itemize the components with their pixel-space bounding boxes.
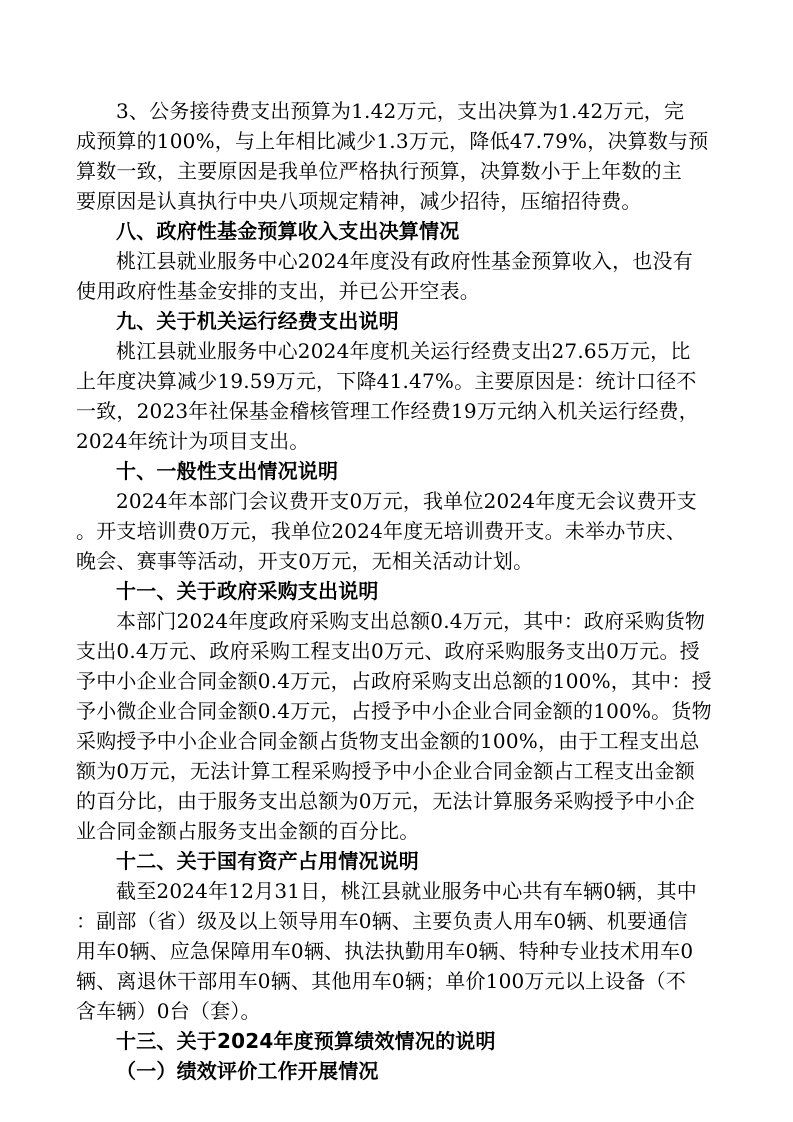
paragraph-line: 辆、离退休干部用车0辆、其他用车0辆；单价100万元以上设备（不 <box>76 969 687 993</box>
section-heading: 十三、关于2024年度预算绩效情况的说明 <box>116 1029 496 1053</box>
paragraph-line: 额为0万元，无法计算工程采购授予中小企业合同金额占工程支出金额 <box>76 759 695 783</box>
paragraph-line: 截至2024年12月31日，桃江县就业服务中心共有车辆0辆，其中 <box>116 879 697 903</box>
section-heading: 十二、关于国有资产占用情况说明 <box>116 849 419 873</box>
paragraph-line: ：副部（省）级及以上领导用车0辆、主要负责人用车0辆、机要通信 <box>76 909 688 933</box>
paragraph-line: 予中小企业合同金额0.4万元，占政府采购支出总额的100%，其中：授 <box>76 669 712 693</box>
paragraph-line: 用车0辆、应急保障用车0辆、执法执勤用车0辆、特种专业技术用车0 <box>76 939 694 963</box>
paragraph-line: 一致，2023年社保基金稽核管理工作经费19万元纳入机关运行经费， <box>76 399 699 423</box>
section-heading: 十、一般性支出情况说明 <box>116 459 339 483</box>
paragraph-line: 予小微企业合同金额0.4万元，占授予中小企业合同金额的100%。货物 <box>76 699 712 723</box>
paragraph-line: 的百分比，由于服务支出总额为0万元，无法计算服务采购授予中小企 <box>76 789 695 813</box>
paragraph-line: 2024年统计为项目支出。 <box>76 429 310 453</box>
section-heading: 十一、关于政府采购支出说明 <box>116 579 379 603</box>
paragraph-line: 要原因是认真执行中央八项规定精神，减少招待，压缩招待费。 <box>76 189 642 213</box>
paragraph-line: 2024年本部门会议费开支0万元，我单位2024年度无会议费开支 <box>116 489 697 513</box>
paragraph-line: 桃江县就业服务中心2024年度没有政府性基金预算收入，也没有 <box>116 249 693 273</box>
paragraph-line: 。开支培训费0万元，我单位2024年度无培训费开支。未举办节庆、 <box>76 519 687 543</box>
paragraph-line: 采购授予中小企业合同金额占货物支出金额的100%，由于工程支出总 <box>76 729 700 753</box>
section-heading: 九、关于机关运行经费支出说明 <box>116 309 399 333</box>
paragraph-line: 使用政府性基金安排的支出，并已公开空表。 <box>76 279 480 303</box>
paragraph-line: 成预算的100%，与上年相比减少1.3万元，降低47.79%，决算数与预 <box>76 129 709 153</box>
section-heading: 八、政府性基金预算收入支出决算情况 <box>116 219 460 243</box>
paragraph-line: 业合同金额占服务支出金额的百分比。 <box>76 819 420 843</box>
paragraph-line: 支出0.4万元、政府采购工程支出0万元、政府采购服务支出0万元。授 <box>76 639 700 663</box>
paragraph-line: 上年度决算减少19.59万元，下降41.47%。主要原因是：统计口径不 <box>76 369 697 393</box>
paragraph-line: 本部门2024年度政府采购支出总额0.4万元，其中：政府采购货物 <box>116 609 706 633</box>
paragraph-line: 晚会、赛事等活动，开支0万元，无相关活动计划。 <box>76 549 534 573</box>
subsection-heading: （一）绩效评价工作开展情况 <box>116 1059 379 1083</box>
paragraph-line: 桃江县就业服务中心2024年度机关运行经费支出27.65万元，比 <box>116 339 691 363</box>
paragraph-line: 含车辆）0台（套）。 <box>76 999 261 1023</box>
paragraph-line: 3、公务接待费支出预算为1.42万元，支出决算为1.42万元，完 <box>116 99 685 123</box>
paragraph-line: 算数一致，主要原因是我单位严格执行预算，决算数小于上年数的主 <box>76 159 682 183</box>
